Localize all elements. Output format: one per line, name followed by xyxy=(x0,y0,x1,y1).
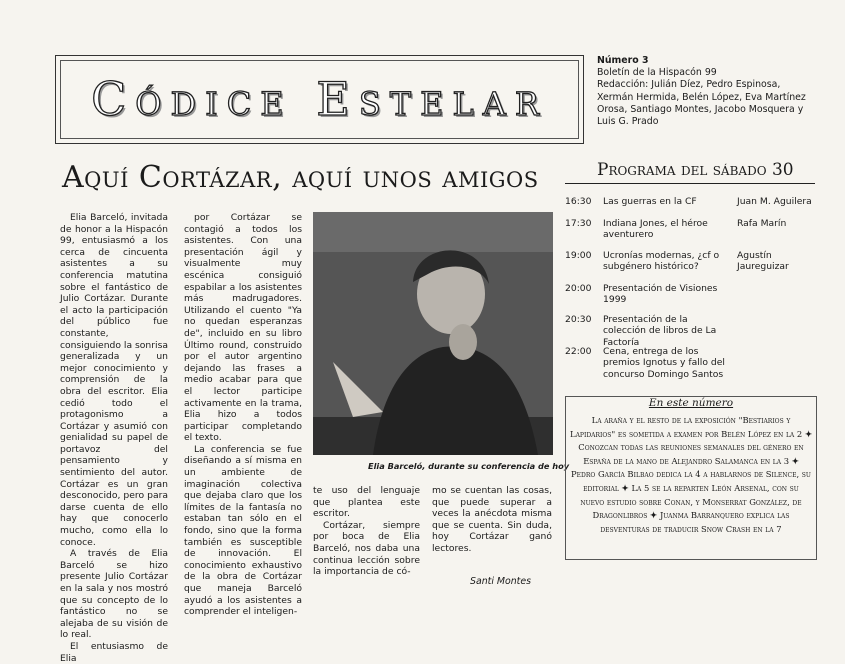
article-column-3 xyxy=(313,485,420,578)
cross-separator-icon: ✦ xyxy=(650,510,660,521)
paragraph: mo se cuentan las cosas, que puede superar a veces la anécdota misma que se cuenta. Sin duda, hoy Cortázar ganó lectores. xyxy=(432,485,552,554)
contents-item: La araña y el resto de la exposición "Bestiarios y Lapidarios" es sometida a examen por Belén López en la 2 xyxy=(570,415,803,439)
cross-separator-icon: ✦ xyxy=(621,482,632,493)
contents-item: La 5 se la reparten León Arsenal, con su nuevo estudio sobre Conan, y Monserrat González, de Dragonlibros xyxy=(580,482,802,521)
contents-box xyxy=(565,396,817,560)
paragraph: La conferencia se fue diseñando a sí misma en un ambiente de imaginación colectiva que dejaba claro que los límites de la fantasía no estaban tan sólo en el fondo, sino que la forma también es susceptible de innovación. El conocimiento exhaustivo de la obra de Cortázar que maneja Barceló ayudó a los asistentes a comprender el inteligen- xyxy=(184,443,302,618)
article-headline: Aquí Cortázar, aquí unos amigos xyxy=(62,160,539,195)
program-time: 17:30 xyxy=(565,218,592,229)
program-time: 16:30 xyxy=(565,196,592,207)
contents-title-text: En este número xyxy=(648,397,734,409)
program-speaker: Juan M. Aguilera xyxy=(737,196,812,207)
article-column-1 xyxy=(60,212,168,664)
paragraph: Cortázar, siempre por boca de Elia Barceló, nos daba una continua lección sobre la importancia de có- xyxy=(313,519,420,578)
masthead-title: Códice Estelar xyxy=(91,72,548,126)
issue-redaction: Redacción: Julián Díez, Pedro Espinosa, Xermán Hermida, Belén López, Eva Martínez Orosa, Santiago Montes, Jacobo Mosquera y Luis G. Prado xyxy=(597,79,806,128)
program-time: 20:00 xyxy=(565,283,592,294)
cross-separator-icon: ✦ xyxy=(804,428,812,439)
issue-bulletin: Boletín de la Hispacón 99 xyxy=(597,67,717,79)
article-column-4 xyxy=(432,485,552,555)
program-divider xyxy=(565,183,815,184)
paragraph: El entusiasmo de Elia xyxy=(60,640,168,664)
paragraph: te uso del lenguaje que plantea este escritor. xyxy=(313,485,420,520)
contents-item: Juanma Barranquero explica las desventuras de traducir Snow Crash en la 7 xyxy=(600,510,790,534)
masthead xyxy=(55,55,584,144)
program-event: Las guerras en la CF xyxy=(603,196,697,207)
paragraph: por Cortázar se contagió a todos los asistentes. Con una presentación ágil y visualmente muy escénica consiguió espabilar a los asistentes más madrugadores. Utilizando el cuento "Ya no quedan esperanzas de", incluido en su libro Último round, construido por el autor argentino dejando las frases a medio acabar para que el lector participe activamente en la trama, Elia hizo a todos participar completando el texto. xyxy=(184,212,302,444)
contents-item: Conozcan todas las reuniones semanales del género en España de la mano de Alejandro Salamanca en la 3 xyxy=(578,442,804,466)
issue-number: Número 3 xyxy=(597,55,649,66)
photo-illustration xyxy=(313,212,553,455)
program-title: Programa del sábado 30 xyxy=(597,160,794,180)
program-time: 19:00 xyxy=(565,250,592,261)
program-event: Cena, entrega de los premios Ignotus y fallo del concurso Domingo Santos xyxy=(603,346,725,380)
program-speaker: Agustín Jaureguizar xyxy=(737,250,789,273)
article-signature: Santi Montes xyxy=(470,576,531,587)
article-column-2 xyxy=(184,212,302,618)
program-event: Presentación de Visiones 1999 xyxy=(603,283,718,306)
program-time: 22:00 xyxy=(565,346,592,357)
paragraph: Elia Barceló, invitada de honor a la Hispacón 99, entusiasmó a los cerca de cincuenta asistentes a su conferencia matutina sobre el fantástico de Julio Cortázar. Durante el acto la participación del público fue constante, consiguiendo la sonrisa generalizada y un mejor conocimiento y comprensión de la obra del escritor. Elia cedió todo el protagonismo a Cortázar y asumió con genialidad su papel de portavoz del pensamiento y sentimiento del autor. Cortázar es un gran desconocido, pero para darse cuenta de ello hay que conocerlo mucho, como ella lo conoce. xyxy=(60,212,168,548)
contents-item: Pedro García Bilbao dedica la 4 a hablarnos de Silence, su editorial xyxy=(571,469,811,493)
contents-title xyxy=(566,397,816,409)
program-speaker: Rafa Marín xyxy=(737,218,787,229)
program-event: Ucronías modernas, ¿cf o subgénero histórico? xyxy=(603,250,720,273)
program-time: 20:30 xyxy=(565,314,592,325)
cross-separator-icon: ✦ xyxy=(791,455,799,466)
issue-info xyxy=(597,55,812,128)
speaker-photo xyxy=(313,212,553,455)
photo-caption: Elia Barceló, durante su conferencia de hoy xyxy=(368,461,570,471)
paragraph: A través de Elia Barceló se hizo presente Julio Cortázar en la sala y nos mostró que su concepto de lo fantástico no se alejaba de su visión de lo real. xyxy=(60,548,168,641)
program-event: Indiana Jones, el héroe aventurero xyxy=(603,218,708,241)
contents-body xyxy=(570,414,812,536)
program-event: Presentación de la colección de libros de La Factoría xyxy=(603,314,717,348)
